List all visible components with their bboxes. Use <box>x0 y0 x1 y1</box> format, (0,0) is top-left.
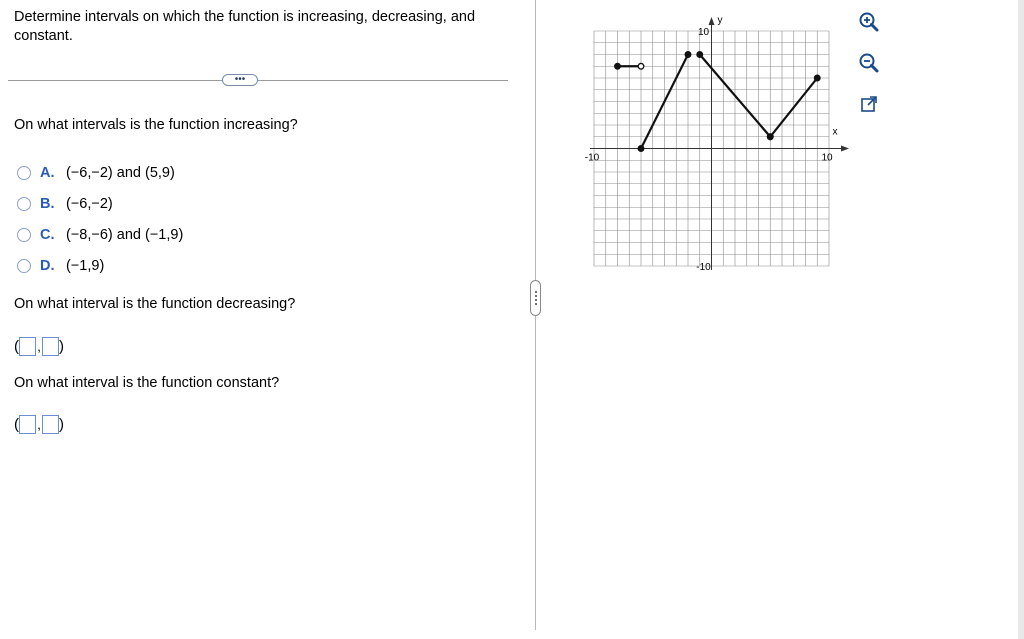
constant-answer <box>14 413 64 435</box>
radio-b[interactable] <box>17 197 31 211</box>
zoom-in-button[interactable] <box>857 10 881 34</box>
decreasing-answer <box>14 335 64 357</box>
choice-c[interactable] <box>17 226 183 244</box>
separator <box>8 80 508 81</box>
constant-end-input[interactable] <box>42 415 59 434</box>
x-min-label: -10 <box>584 152 600 164</box>
zoom-in-icon <box>858 11 880 33</box>
radio-d[interactable] <box>17 259 31 273</box>
y-axis-label: y <box>717 15 723 26</box>
comma: , <box>37 338 41 354</box>
open-endpoint <box>638 63 644 69</box>
pop-out-icon <box>858 93 880 115</box>
decreasing-start-input[interactable] <box>19 337 36 356</box>
graph-axes <box>590 17 849 270</box>
choice-a[interactable] <box>17 164 175 182</box>
comma: , <box>37 416 41 432</box>
y-axis-arrow <box>709 17 715 25</box>
closed-endpoint <box>767 134 773 140</box>
choice-b-text: (−6,−2) <box>66 196 113 212</box>
x-max-label: 10 <box>821 152 833 164</box>
problem-title: Determine intervals on which the function is increasing, decreasing, and constant. <box>14 9 476 44</box>
choice-d-text: (−1,9) <box>66 258 105 274</box>
question-increasing: On what intervals is the function increasing? <box>14 117 298 133</box>
pane-resize-handle[interactable] <box>530 280 541 316</box>
close-paren: ) <box>59 415 64 433</box>
open-paren: ( <box>14 337 19 355</box>
zoom-out-button[interactable] <box>857 51 881 75</box>
function-graph <box>580 5 860 275</box>
question-constant: On what interval is the function constant? <box>14 375 280 391</box>
choice-c-text: (−8,−6) and (−1,9) <box>66 227 184 243</box>
constant-start-input[interactable] <box>19 415 36 434</box>
choice-c-letter: C. <box>40 227 55 243</box>
y-min-label: -10 <box>696 262 711 273</box>
question-decreasing: On what interval is the function decreasing? <box>14 296 296 312</box>
y-max-label: 10 <box>697 27 710 38</box>
radio-c[interactable] <box>17 228 31 242</box>
radio-a[interactable] <box>17 166 31 180</box>
x-axis-label: x <box>832 126 838 138</box>
closed-endpoint <box>685 52 691 58</box>
choice-a-letter: A. <box>40 165 55 181</box>
choice-b[interactable] <box>17 195 113 213</box>
zoom-out-icon <box>858 52 880 74</box>
open-paren: ( <box>14 415 19 433</box>
x-axis-arrow <box>841 146 849 152</box>
choice-b-letter: B. <box>40 196 55 212</box>
close-paren: ) <box>59 337 64 355</box>
pop-out-button[interactable] <box>857 92 881 116</box>
closed-endpoint <box>814 75 820 81</box>
choice-a-text: (−6,−2) and (5,9) <box>66 165 175 181</box>
decreasing-end-input[interactable] <box>42 337 59 356</box>
closed-endpoint <box>697 52 703 58</box>
closed-endpoint <box>638 146 644 152</box>
closed-endpoint <box>615 63 621 69</box>
choice-d[interactable] <box>17 257 104 275</box>
choice-d-letter: D. <box>40 258 55 274</box>
more-button[interactable]: ••• <box>222 74 258 86</box>
scrollbar[interactable] <box>1018 0 1024 639</box>
